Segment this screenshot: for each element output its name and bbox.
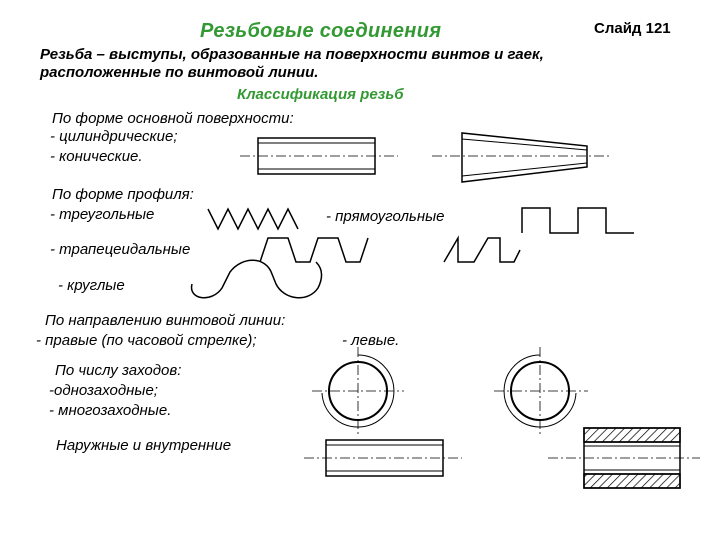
sawtooth-profile-icon [444, 238, 520, 262]
conical-thread-icon [432, 133, 612, 182]
slide-number: Слайд 121 [594, 20, 671, 37]
surface-item-cylindrical: - цилиндрические; [50, 128, 178, 145]
definition-line-2: расположенные по винтовой линии. [40, 64, 319, 81]
external-internal-label: Наружные и внутренние [56, 437, 232, 454]
classification-heading: Классификация резьб [237, 86, 404, 103]
left-hand-thread-icon [494, 347, 588, 437]
triangular-profile-icon [208, 209, 298, 229]
rectangular-profile-icon [522, 208, 634, 233]
starts-multi: - многозаходные. [49, 402, 172, 419]
page-title: Резьбовые соединения [200, 20, 442, 42]
cylindrical-thread-icon [240, 138, 398, 174]
surface-item-conical: - конические. [50, 148, 143, 165]
profile-trapezoidal: - трапецеидальные [50, 241, 191, 258]
right-hand-thread-icon [312, 347, 404, 437]
trapezoidal-profile-icon [260, 238, 368, 262]
direction-heading: По направлению винтовой линии: [45, 312, 286, 329]
round-profile-icon [192, 260, 322, 298]
profile-triangular: - треугольные [50, 206, 155, 223]
definition-line-1: Резьба – выступы, образованные на поверхности винтов и гаек, [40, 46, 544, 63]
profile-round: - круглые [58, 277, 125, 294]
direction-right: - правые (по часовой стрелке); [36, 332, 257, 349]
starts-heading: По числу заходов: [55, 362, 182, 379]
surface-heading: По форме основной поверхности: [52, 110, 294, 127]
internal-thread-icon [548, 428, 700, 488]
external-thread-icon [304, 440, 462, 476]
starts-single: -однозаходные; [49, 382, 158, 399]
profile-rectangular: - прямоугольные [326, 208, 445, 225]
profile-heading: По форме профиля: [52, 186, 194, 203]
direction-left: - левые. [342, 332, 400, 349]
